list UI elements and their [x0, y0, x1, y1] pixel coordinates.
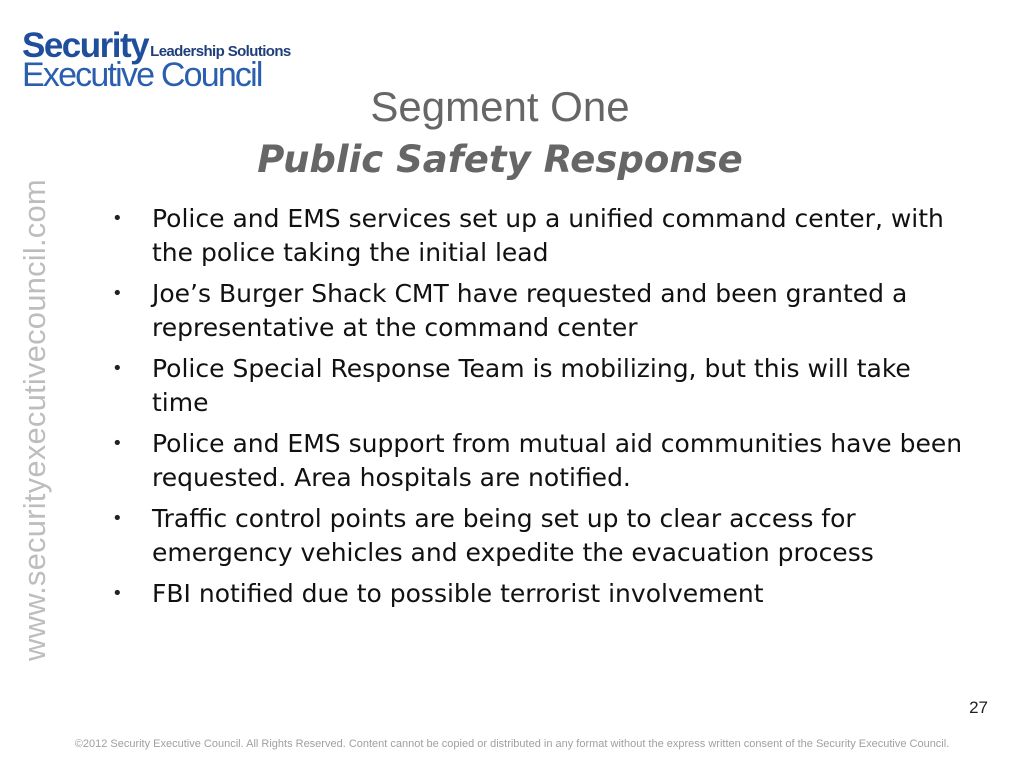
bullet-glyph: •: [112, 508, 123, 529]
bullet-glyph: •: [112, 208, 123, 229]
vertical-website-url: www.securityexecutivecouncil.com: [17, 179, 52, 661]
slide-title: Segment One: [370, 83, 630, 130]
bullet-text: Police and EMS services set up a unified command center, with the police taking the initial lead: [152, 204, 944, 267]
logo-line-2: Executive Council: [22, 56, 262, 94]
bullet-item: [112, 277, 972, 345]
bullet-item: [112, 502, 972, 570]
bullet-text: Traffic control points are being set up to clear access for emergency vehicles and expedite the evacuation process: [152, 504, 874, 567]
page-number: 27: [969, 698, 988, 717]
logo-tagline: Leadership Solutions: [150, 43, 291, 60]
bullet-glyph: •: [112, 583, 123, 604]
logo-line-1: Security: [22, 26, 149, 65]
bullet-item: [112, 202, 972, 270]
copyright-footer: ©2012 Security Executive Council. All Rights Reserved. Content cannot be copied or distributed in any format without the express written consent of the Security Executive Council.: [74, 738, 950, 750]
bullet-item: [112, 577, 972, 611]
bullet-glyph: •: [112, 433, 123, 454]
bullet-glyph: •: [112, 358, 123, 379]
bullet-text: Joe’s Burger Shack CMT have requested and been granted a representative at the command center: [152, 279, 908, 342]
bullet-item: [112, 352, 972, 420]
slide-subtitle: Public Safety Response: [257, 138, 743, 181]
bullet-list: [112, 202, 972, 618]
bullet-text: Police Special Response Team is mobilizing, but this will take time: [152, 354, 911, 417]
bullet-item: [112, 427, 972, 495]
bullet-text: Police and EMS support from mutual aid communities have been requested. Area hospitals are notified.: [152, 429, 963, 492]
bullet-glyph: •: [112, 283, 123, 304]
bullet-text: FBI notified due to possible terrorist involvement: [152, 579, 764, 608]
